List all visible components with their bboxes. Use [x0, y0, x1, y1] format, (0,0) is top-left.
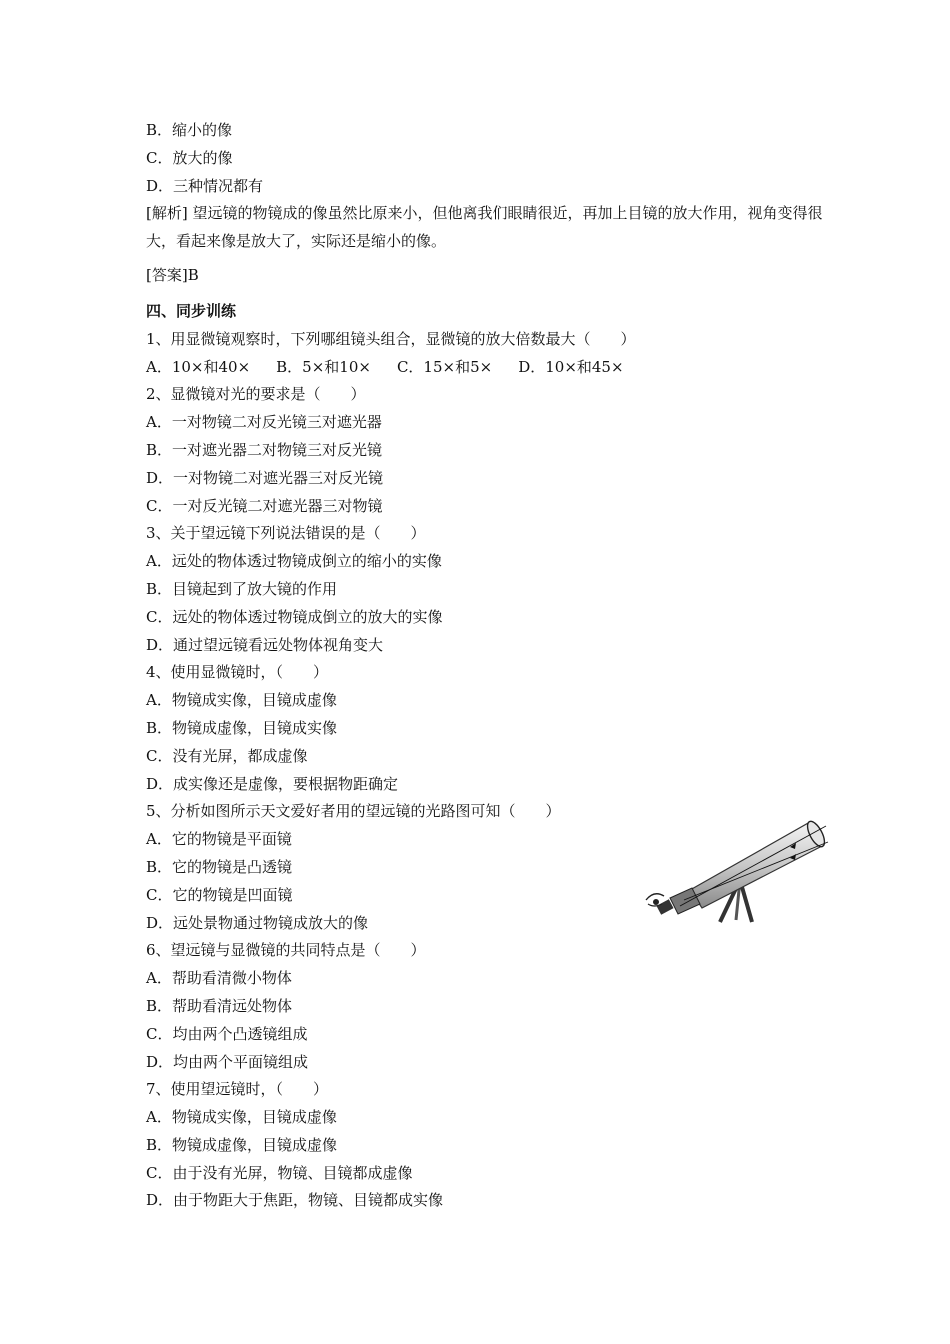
q4-stem: 4、使用显微镜时，（ ） — [146, 663, 329, 682]
q4-option-a: A．物镜成实像，目镜成虚像 — [146, 691, 337, 710]
q7-option-d: D．由于物距大于焦距，物镜、目镜都成实像 — [146, 1191, 444, 1210]
q6-option-b: B．帮助看清远处物体 — [146, 996, 293, 1015]
q4-option-b: B．物镜成虚像，目镜成实像 — [146, 718, 338, 737]
q1-option-a: A．10×和40× — [146, 357, 251, 376]
q5-option-b: B．它的物镜是凸透镜 — [146, 857, 293, 876]
q6-stem: 6、望远镜与显微镜的共同特点是（ ） — [146, 941, 426, 960]
q4-option-c: C．没有光屏，都成虚像 — [146, 746, 308, 765]
prev-option-c: C．放大的像 — [146, 148, 233, 167]
q3-option-a: A．远处的物体透过物镜成倒立的缩小的实像 — [146, 552, 442, 571]
q6-option-a: A．帮助看清微小物体 — [146, 969, 292, 988]
q2-option-1: A．一对物镜二对反光镜三对遮光器 — [146, 413, 382, 432]
q6-option-c: C．均由两个凸透镜组成 — [146, 1024, 308, 1043]
q2-option-2: B．一对遮光器二对物镜三对反光镜 — [146, 440, 383, 459]
q1-option-d: D．10×和45× — [518, 357, 624, 376]
q1-options — [146, 354, 846, 382]
q1-stem: 1、用显微镜观察时，下列哪组镜头组合，显微镜的放大倍数最大（ ） — [146, 329, 636, 348]
q5-option-a: A．它的物镜是平面镜 — [146, 830, 292, 849]
q5-option-c: C．它的物镜是凹面镜 — [146, 885, 293, 904]
q2-option-3: D．一对物镜二对遮光器三对反光镜 — [146, 468, 384, 487]
q7-option-b: B．物镜成虚像，目镜成虚像 — [146, 1135, 338, 1154]
q6-option-d: D．均由两个平面镜组成 — [146, 1052, 309, 1071]
prev-option-b: B．缩小的像 — [146, 121, 233, 139]
q3-option-d: D．通过望远镜看远处物体视角变大 — [146, 635, 384, 654]
q5-stem: 5、分析如图所示天文爱好者用的望远镜的光路图可知（ ） — [146, 802, 561, 821]
q7-option-c: C．由于没有光屏，物镜、目镜都成虚像 — [146, 1163, 413, 1182]
q7-option-a: A．物镜成实像，目镜成虚像 — [146, 1108, 337, 1127]
prev-analysis: [解析] 望远镜的物镜成的像虽然比原来小，但他离我们眼睛很近，再加上目镜的放大作用，视角变得很大，看起来像是放大了，实际还是缩小的像。 — [146, 204, 823, 251]
q3-option-b: B．目镜起到了放大镜的作用 — [146, 579, 338, 598]
prev-answer: [答案]B — [146, 265, 199, 284]
q2-stem: 2、显微镜对光的要求是（ ） — [146, 385, 366, 404]
q7-stem: 7、使用望远镜时，（ ） — [146, 1080, 329, 1099]
q2-option-4: C．一对反光镜二对遮光器三对物镜 — [146, 496, 383, 515]
q1-option-c: C．15×和5× — [396, 357, 493, 376]
q5-option-d: D．远处景物通过物镜成放大的像 — [146, 913, 369, 932]
q4-option-d: D．成实像还是虚像，要根据物距确定 — [146, 774, 399, 793]
section-title: 四、同步训练 — [146, 301, 237, 320]
q3-option-c: C．远处的物体透过物镜成倒立的放大的实像 — [146, 607, 443, 626]
telescope-icon — [640, 808, 830, 926]
prev-option-d: D．三种情况都有 — [146, 176, 264, 195]
document-page — [146, 117, 846, 1215]
q3-stem: 3、关于望远镜下列说法错误的是（ ） — [146, 524, 426, 543]
q1-option-b: B．5×和10× — [276, 357, 371, 376]
